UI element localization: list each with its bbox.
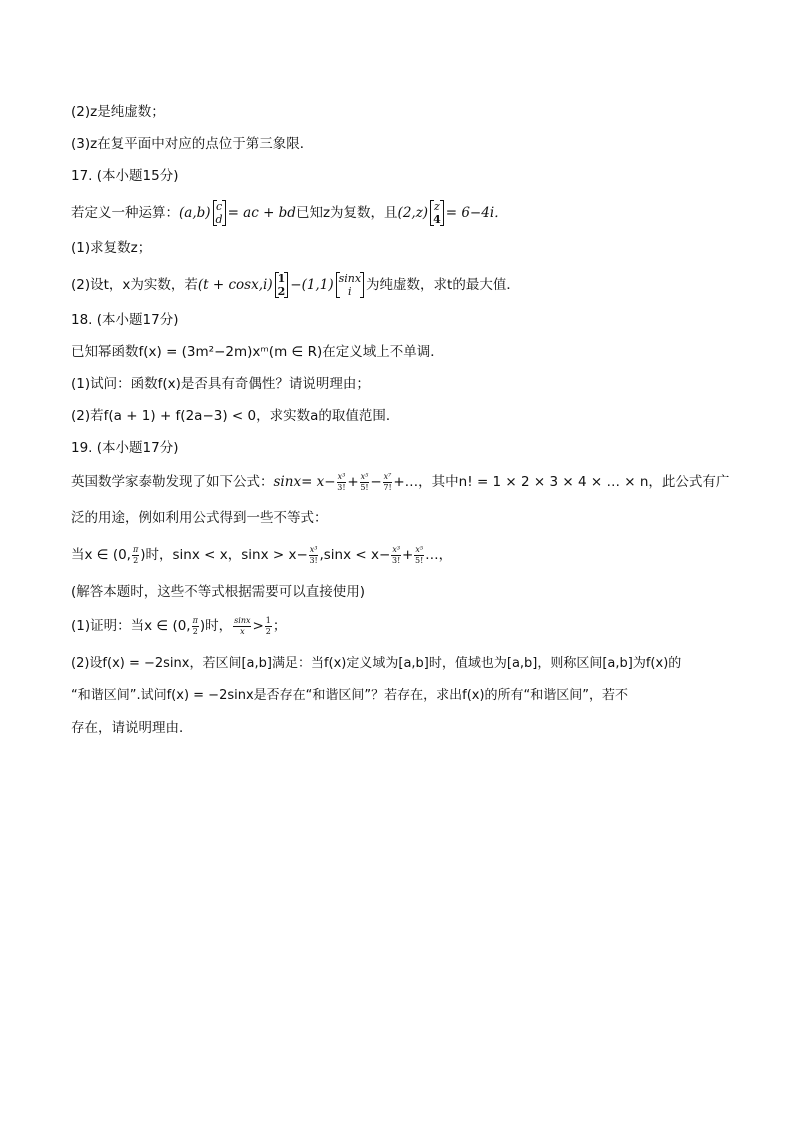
line-19-2b: “和谐区间”.试问f(x) = −2sinx是否存在“和谐区间”？若存在，求出f(x)的所有“和谐区间”，若不 — [71, 688, 629, 703]
plus-sign-2: + — [402, 547, 414, 563]
proof-mid: )时， — [199, 618, 233, 634]
taylor-intro: 英国数学家泰勒发现了如下公式： — [71, 474, 274, 490]
part2-question: 为纯虚数，求t的最大值． — [366, 277, 520, 293]
condition-text: 已知z为复数，且 — [295, 205, 398, 221]
vector4-top: sinx — [338, 272, 362, 285]
taylor-usage-line: 泛的用途，例如利用公式得到一些不等式： — [71, 510, 328, 526]
vector2-top: z — [434, 200, 440, 213]
column-vector-2 — [430, 200, 444, 226]
plus-sign: + — [347, 474, 359, 490]
column-vector-3 — [275, 272, 289, 298]
proof-end: ； — [272, 618, 287, 634]
interval-start: 当x ∈ (0, — [71, 547, 131, 563]
question-17-definition — [71, 200, 508, 226]
greater-than: > — [252, 618, 264, 634]
part2-intro: (2)设t，x为实数，若 — [71, 277, 198, 293]
line-16-3: (3)z在复平面中对应的点位于第三象限． — [71, 136, 314, 152]
vector3-bottom: 2 — [277, 285, 286, 298]
minus-row-vector: −(1,1) — [290, 277, 334, 293]
fraction-x3: $\frac{\text{x³}}{3!}$ — [337, 471, 346, 492]
definition-text: 若定义一种运算： — [71, 205, 179, 221]
fraction-x3-b: $\frac{\text{x³}}{3!}$ — [392, 544, 401, 565]
question-19-heading: 19. (本小题17分) — [71, 440, 179, 456]
fraction-x3-a: $\frac{\text{x³}}{3!}$ — [309, 544, 318, 565]
column-vector-4 — [336, 272, 364, 298]
fraction-pi-2: $\frac{\pi}{2}$ — [132, 544, 139, 565]
ellipsis: …， — [425, 547, 453, 563]
taylor-formula-line — [71, 472, 729, 492]
row-vector-2: (2,z) — [397, 205, 429, 221]
fraction-one-half: $\frac{1}{2}$ — [265, 615, 271, 636]
line-17-2 — [71, 272, 520, 298]
condition-result: = 6−4i． — [445, 205, 508, 221]
line-18-2: (2)若f(a + 1) + f(2a−3) < 0，求实数a的取值范围． — [71, 408, 400, 424]
vector3-top: 1 — [277, 272, 286, 285]
factorial-definition: +…，其中n! = 1 × 2 × 3 × 4 × … × n，此公式有广 — [393, 474, 730, 490]
fraction-x7: $\frac{\text{x⁷}}{7!}$ — [383, 471, 392, 492]
line-17-1: (1)求复数z； — [71, 240, 152, 256]
vector4-bottom: i — [348, 285, 352, 298]
question-18-heading: 18. (本小题17分) — [71, 312, 179, 328]
line-18-1: (1)试问：函数f(x)是否具有奇偶性？请说明理由； — [71, 376, 370, 392]
row-vector: (a,b) — [179, 205, 211, 221]
fraction-x5: $\frac{\text{x⁵}}{5!}$ — [360, 471, 369, 492]
question-17-heading: 17. (本小题15分) — [71, 168, 179, 184]
vector-bottom: d — [215, 213, 223, 226]
definition-formula: = ac + bd — [227, 205, 296, 221]
line-16-2: (2)z是纯虚数； — [71, 104, 165, 120]
row-vector-3: (t + cosx,i) — [197, 277, 273, 293]
line-19-2c: 存在，请说明理由． — [71, 720, 193, 736]
line-19-2a: (2)设f(x) = −2sinx，若区间[a,b]满足：当f(x)定义域为[a,b]时，值域也为[a,b]，则称区间[a,b]为f(x)的 — [71, 656, 682, 671]
proof-prefix: (1)证明：当x ∈ (0, — [71, 618, 191, 634]
column-vector — [213, 200, 226, 226]
inequality-1: )时，sinx < x，sinx > x− — [140, 547, 308, 563]
eq-x: = x− — [301, 474, 336, 490]
minus-sign: − — [370, 474, 382, 490]
fraction-sinx-x: $\frac{\sin x}{x}$ — [234, 615, 251, 636]
vector2-bottom: 4 — [433, 213, 441, 226]
vector-top: c — [215, 200, 223, 213]
fraction-pi-2-b: $\frac{\pi}{2}$ — [192, 615, 198, 636]
inequalities-line — [71, 545, 452, 565]
note-line: (解答本题时，这些不等式根据需要可以直接使用) — [71, 584, 366, 600]
line-19-1 — [71, 616, 286, 636]
line-18-stem: 已知幂函数f(x) = (3m²−2m)xᵐ(m ∈ R)在定义域上不单调． — [71, 344, 444, 360]
fraction-x5-b: $\frac{\text{x⁵}}{5!}$ — [415, 544, 424, 565]
inequality-2: ,sinx < x− — [319, 547, 391, 563]
sinx-term: sinx — [273, 474, 302, 490]
